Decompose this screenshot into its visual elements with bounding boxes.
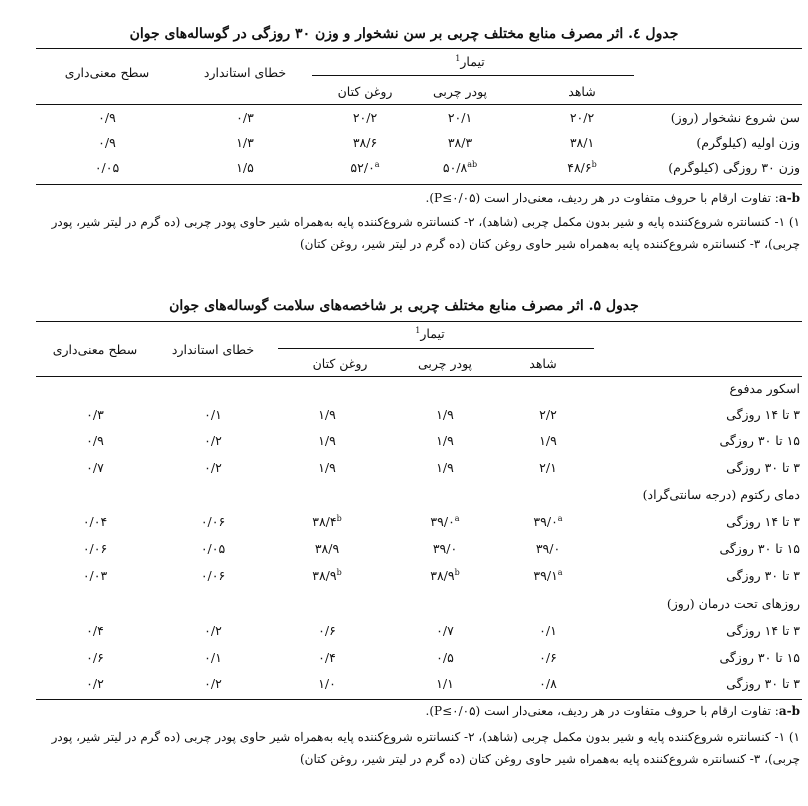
table5-cell: ۰/۰۶ [200,514,226,529]
table5-row-label: ۱۵ تا ۳۰ روزگی [719,433,800,448]
table4-row-label: سن شروع نشخوار (روز) [670,110,800,125]
table5-cell: ۰/۷ [86,460,104,475]
table5-cell: ۰/۵ [436,650,454,665]
table4-cell: ۰/۰۵ [94,160,120,175]
table4-note-1: ۱) ۱- کنسانتره شروع‌کننده پایه و شیر بدون مکمل چربی (شاهد)، ۲- کنسانتره شروع‌کننده پایه به‌همراه شیر حاوی پودر چربی (ده گرم در لیتر شیر، پودر چربی)، ۳- کنسانتره شروع‌کننده پایه به‌همراه شیر حاوی روغن کتان (ده گرم در لیتر شیر، روغن کتان) [51,215,800,251]
table5-cell: ۲/۲ [539,407,557,422]
table4-cell: ۱/۳ [236,135,254,150]
table5-row-label: ۳ تا ۱۴ روزگی [726,514,800,529]
table5-cell: ۳۹/۰$^a$ [430,514,460,530]
table5-cell: ۰/۰۵ [200,541,226,556]
table5-group-label: روزهای تحت درمان (روز) [666,596,800,611]
table5-cell: ۱/۹ [436,460,454,475]
table4-cell: ۰/۹ [98,110,116,125]
table5-cell: ۳۹/۰ [432,541,458,556]
table5-cell: ۱/۹ [318,407,336,422]
table4-cell: ۱/۵ [236,160,254,175]
table4-se-header: خطای استاندارد [203,65,287,80]
table5-cell: ۳۸/۴$^b$ [312,514,342,530]
table4-sig-header: سطح معنی‌داری [64,65,150,80]
table5-se-header: خطای استاندارد [171,342,255,357]
table5-treatment-header: تیمار$^1$ [415,326,445,342]
table5-top-rule [36,321,802,322]
table5-row-label: ۳ تا ۳۰ روزگی [726,460,800,475]
table5-cell: ۰/۰۴ [82,514,108,529]
table4-row-label: وزن اولیه (کیلوگرم) [696,135,800,150]
table5-cell: ۰/۰۶ [82,541,108,556]
table5-cell: ۱/۱ [436,676,454,691]
table4-cell: ۲۰/۲ [352,110,378,125]
table5-cell: ۰/۰۳ [82,568,108,583]
table5-cell: ۱/۹ [436,433,454,448]
table5-cell: ۰/۲ [86,676,104,691]
table5-row-label: ۱۵ تا ۳۰ روزگی [719,541,800,556]
table5-cell: ۰/۲ [204,460,222,475]
table5-cell: ۰/۰۶ [200,568,226,583]
table5-cell: ۰/۶ [318,623,336,638]
table5-cell: ۳۹/۰$^a$ [533,514,563,530]
table4-header-rule [36,104,802,105]
table5-cell: ۳۸/۹$^b$ [312,568,342,584]
table5-row-label: ۳ تا ۱۴ روزگی [726,623,800,638]
table5-title: جدول ۵. اثر مصرف منابع مختلف چربی بر شاخصه‌های سلامت گوساله‌های جوان [169,298,639,314]
table5-row-label: ۳ تا ۳۰ روزگی [726,568,800,583]
table5-cell: ۰/۹ [86,433,104,448]
table4-cell: ۰/۳ [236,110,254,125]
table4-bottom-rule [36,184,802,185]
table4-treatment-header: تیمار$^1$ [455,54,485,70]
table5-control-header: شاهد [529,356,557,371]
table4-cell: $۵۰/۸^{ab}$ [442,160,478,176]
table4-cell: ۵۲/۰$^a$ [350,160,380,176]
table4-cell: ۳۸/۶ [352,135,378,150]
table4-treatment-subrule [312,75,634,76]
table5-cell: ۱/۹ [539,433,557,448]
table4-cell: ۲۰/۲ [569,110,595,125]
table5-cell: ۰/۱ [539,623,557,638]
table4-cell: ۰/۹ [98,135,116,150]
table4-cell: ۲۰/۱ [447,110,473,125]
table5-cell: ۰/۴ [318,650,336,665]
table4-cell: ۴۸/۶$^b$ [567,160,597,176]
table4-title: جدول ٤. اثر مصرف منابع مختلف چربی بر سن نشخوار و وزن ۳۰ روزگی در گوساله‌های جوان [129,26,679,42]
table5-row-label: ۱۵ تا ۳۰ روزگی [719,650,800,665]
table5-cell: ۰/۴ [86,623,104,638]
table4-row-label: وزن ۳۰ روزگی (کیلوگرم) [668,160,800,175]
table4-linseed-header: روغن کتان [337,84,393,99]
table5-linseed-header: روغن کتان [312,356,368,371]
table5-cell: ۰/۲ [204,676,222,691]
table5-cell: ۰/۱ [204,650,222,665]
table5-cell: ۳۸/۹$^b$ [430,568,460,584]
table5-cell: ۱/۹ [318,460,336,475]
table5-cell: ۳۸/۹ [314,541,340,556]
table5-cell: ۰/۲ [204,433,222,448]
table4-top-rule [36,48,802,49]
table5-cell: ۳۹/۰ [535,541,561,556]
table5-group-label: دمای رکتوم (درجه سانتی‌گراد) [642,487,800,502]
table5-cell: ۰/۶ [86,650,104,665]
table5-row-label: ۳ تا ۳۰ روزگی [726,676,800,691]
table5-cell: ۰/۲ [204,623,222,638]
table4-cell: ۳۸/۳ [447,135,473,150]
table5-note-ab: a-b: تفاوت ارقام با حروف متفاوت در هر ردیف، معنی‌دار است (P≤۰/۰۵). [425,704,800,718]
table5-cell: ۰/۷ [436,623,454,638]
table5-treatment-subrule [278,348,594,349]
table5-header-rule [36,376,802,377]
table4-control-header: شاهد [568,84,596,99]
table5-cell: ۰/۸ [539,676,557,691]
table5-cell: ۰/۶ [539,650,557,665]
table5-row-label: ۳ تا ۱۴ روزگی [726,407,800,422]
table5-group-label: اسکور مدفوع [729,381,800,396]
table5-cell: ۰/۳ [86,407,104,422]
table5-fat-powder-header: پودر چربی [417,356,473,371]
table5-cell: ۲/۱ [539,460,557,475]
table5-cell: ۱/۹ [318,433,336,448]
table4-note-ab: a-b: تفاوت ارقام با حروف متفاوت در هر ردیف، معنی‌دار است (P≤۰/۰۵). [425,191,800,205]
table4-fat-powder-header: پودر چربی [432,84,488,99]
table5-sig-header: سطح معنی‌داری [52,342,138,357]
table4-cell: ۳۸/۱ [569,135,595,150]
table5-cell: ۱/۹ [436,407,454,422]
table5-cell: ۳۹/۱$^a$ [533,568,563,584]
table5-cell: ۰/۱ [204,407,222,422]
table5-note-1: ۱) ۱- کنسانتره شروع‌کننده پایه و شیر بدون مکمل چربی (شاهد)، ۲- کنسانتره شروع‌کننده پایه به‌همراه شیر حاوی پودر چربی (ده گرم در لیتر شیر، پودر چربی)، ۳- کنسانتره شروع‌کننده پایه به‌همراه شیر حاوی روغن کتان (ده گرم در لیتر شیر، روغن کتان) [51,730,800,766]
table5-cell: ۱/۰ [318,676,336,691]
